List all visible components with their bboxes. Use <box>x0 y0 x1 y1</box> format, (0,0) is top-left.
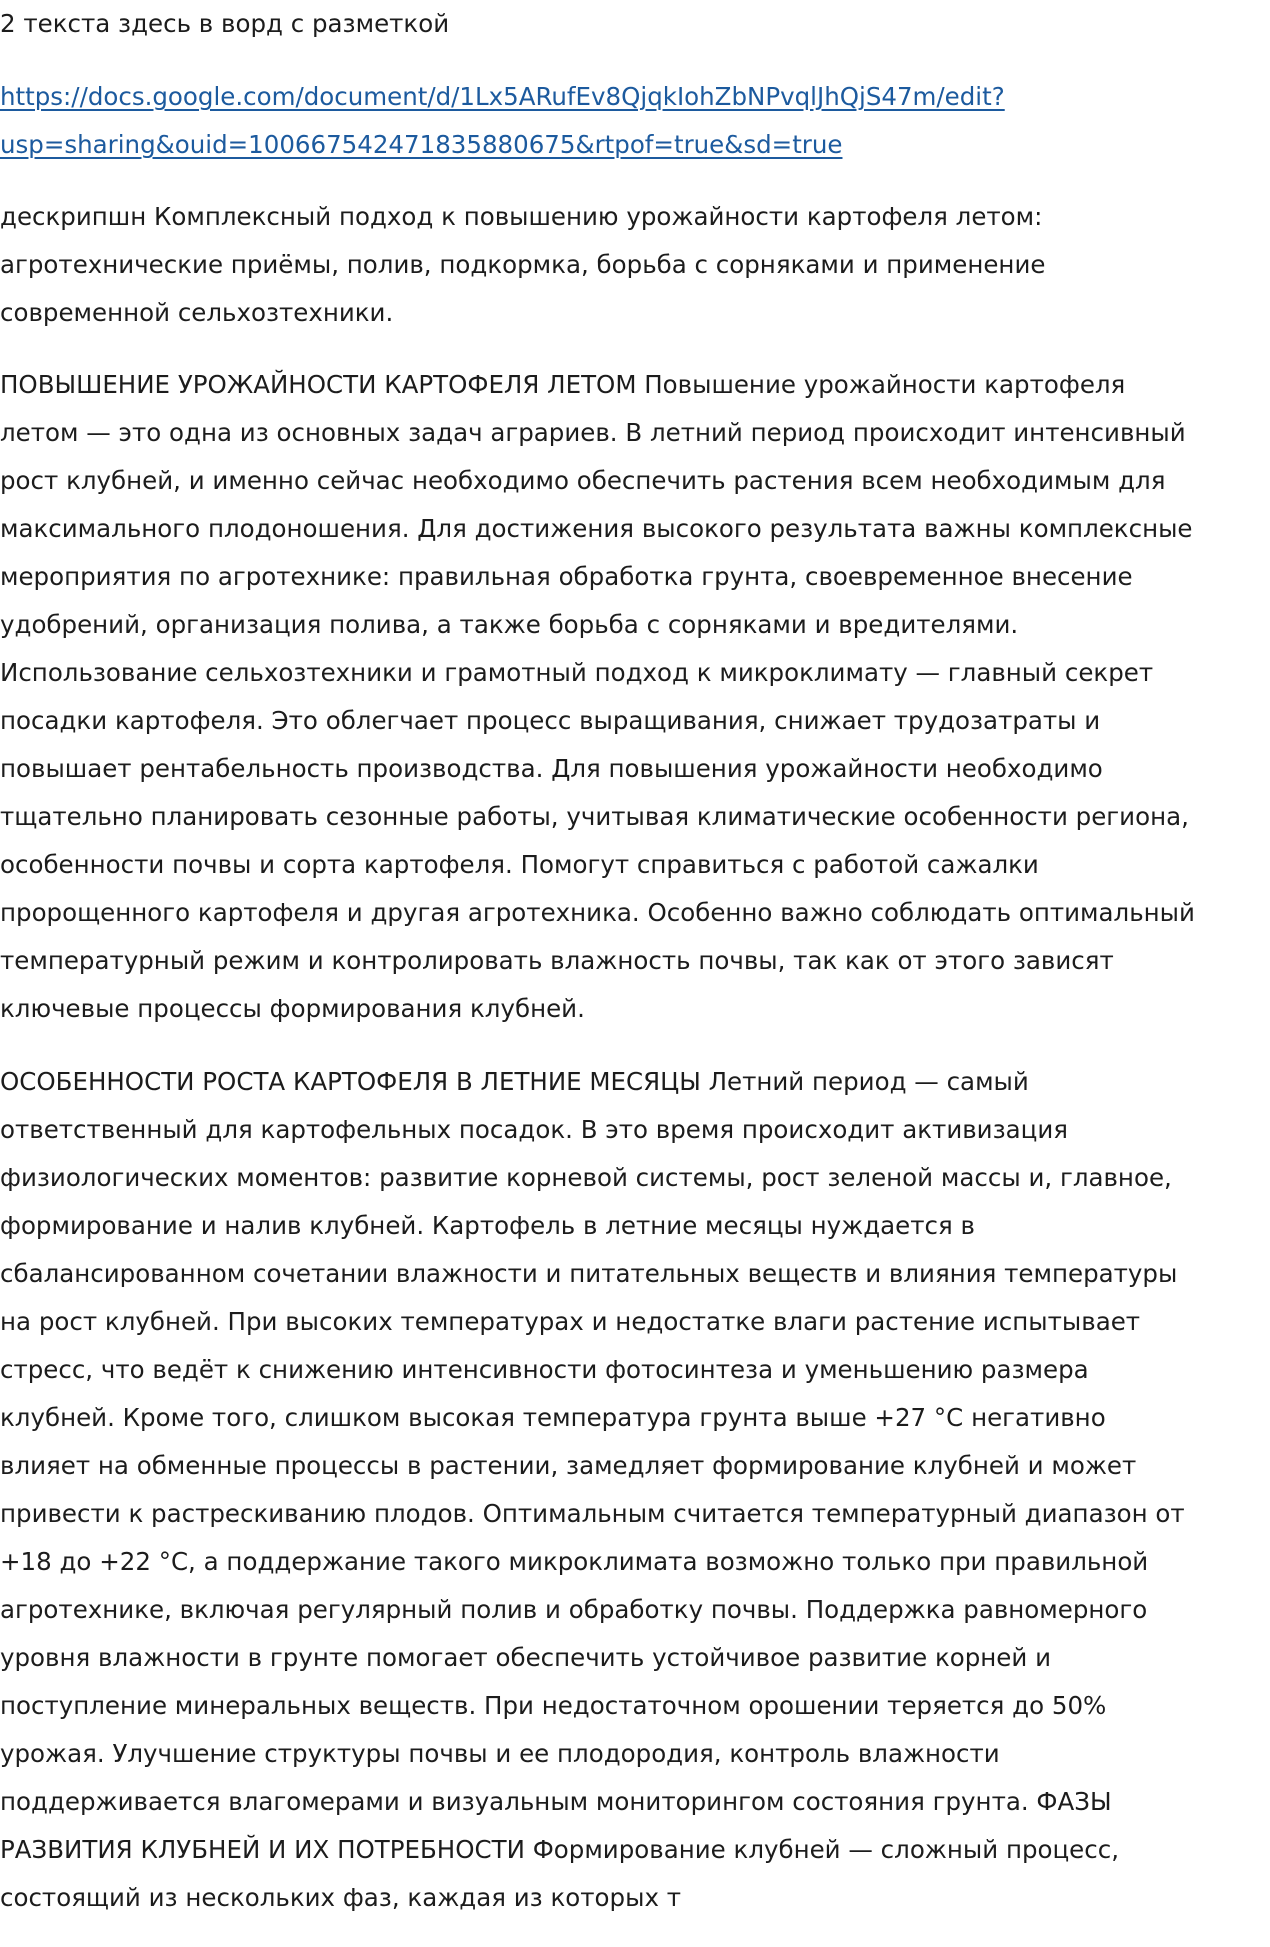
section1-line: удобрений, организация полива, а также борьба с сорняками и вредителями. <box>0 610 1019 639</box>
section1-line: ключевые процессы формирования клубней. <box>0 994 585 1023</box>
section1-line: температурный режим и контролировать влажность почвы, так как от этого зависят <box>0 946 1114 975</box>
document-header-line <box>0 0 1270 48</box>
section2-line: на рост клубней. При высоких температурах и недостатке влаги растение испытывает <box>0 1307 1141 1336</box>
section2-line: клубней. Кроме того, слишком высокая температура грунта выше +27 °C негативно <box>0 1403 1106 1432</box>
section2-line: агротехнике, включая регулярный полив и обработку почвы. Поддержка равномерного <box>0 1595 1148 1624</box>
section2-line: ответственный для картофельных посадок. В это время происходит активизация <box>0 1115 1068 1144</box>
description-line: дескрипшн Комплексный подход к повышению урожайности картофеля летом: <box>0 202 1043 231</box>
section2-line: поступление минеральных веществ. При недостаточном орошении теряется до 50% <box>0 1691 1107 1720</box>
section1-line: максимального плодоношения. Для достижения высокого результата важны комплексные <box>0 514 1193 543</box>
section2-line: РАЗВИТИЯ КЛУБНЕЙ И ИХ ПОТРЕБНОСТИ Формирование клубней — сложный процесс, <box>0 1835 1119 1864</box>
section1-line: тщательно планировать сезонные работы, учитывая климатические особенности региона, <box>0 802 1189 831</box>
description-line: агротехнические приёмы, полив, подкормка, борьба с сорняками и применение <box>0 250 1046 279</box>
section1-line: особенности почвы и сорта картофеля. Помогут справиться с работой сажалки <box>0 850 1039 879</box>
section1-line: рост клубней, и именно сейчас необходимо обеспечить растения всем необходимым для <box>0 466 1166 495</box>
section2-line: уровня влажности в грунте помогает обеспечить устойчивое развитие корней и <box>0 1643 1052 1672</box>
section-yield-paragraph[interactable] <box>0 361 1270 1033</box>
link-line-2[interactable]: usp=sharing&ouid=100667542471835880675&rtpof=true&sd=true <box>0 130 843 159</box>
section1-line: посадки картофеля. Это облегчает процесс выращивания, снижает трудозатраты и <box>0 706 1101 735</box>
section1-line: пророщенного картофеля и другая агротехника. Особенно важно соблюдать оптимальный <box>0 898 1195 927</box>
section2-line: влияет на обменные процессы в растении, замедляет формирование клубней и может <box>0 1451 1137 1480</box>
section2-line: +18 до +22 °C, а поддержание такого микроклимата возможно только при правильной <box>0 1547 1149 1576</box>
section2-line: сбалансированном сочетании влажности и питательных веществ и влияния температуры <box>0 1259 1178 1288</box>
section2-line: состоящий из нескольких фаз, каждая из которых т <box>0 1883 681 1912</box>
section-growth-paragraph[interactable] <box>0 1058 1270 1922</box>
section1-line: ПОВЫШЕНИЕ УРОЖАЙНОСТИ КАРТОФЕЛЯ ЛЕТОМ Повышение урожайности картофеля <box>0 370 1126 399</box>
description-paragraph[interactable] <box>0 193 1270 337</box>
section1-line: Использование сельхозтехники и грамотный подход к микроклимату — главный секрет <box>0 658 1154 687</box>
section2-line: формирование и налив клубней. Картофель в летние месяцы нуждается в <box>0 1211 975 1240</box>
section2-line: урожая. Улучшение структуры почвы и ее плодородия, контроль влажности <box>0 1739 1000 1768</box>
description-line: современной сельхозтехники. <box>0 298 394 327</box>
header-text[interactable]: 2 текста здесь в ворд с разметкой <box>0 9 450 38</box>
section2-line: ОСОБЕННОСТИ РОСТА КАРТОФЕЛЯ В ЛЕТНИЕ МЕСЯЦЫ Летний период — самый <box>0 1067 1029 1096</box>
link-line-1[interactable]: https://docs.google.com/document/d/1Lx5ARufEv8QjqkIohZbNPvqlJhQjS47m/edit? <box>0 82 1005 111</box>
section2-line: физиологических моментов: развитие корневой системы, рост зеленой массы и, главное, <box>0 1163 1172 1192</box>
section1-line: повышает рентабельность производства. Для повышения урожайности необходимо <box>0 754 1103 783</box>
section1-line: мероприятия по агротехнике: правильная обработка грунта, своевременное внесение <box>0 562 1133 591</box>
section2-line: поддерживается влагомерами и визуальным мониторингом состояния грунта. ФАЗЫ <box>0 1787 1112 1816</box>
section2-line: стресс, что ведёт к снижению интенсивности фотосинтеза и уменьшению размера <box>0 1355 1089 1384</box>
document-link[interactable] <box>0 73 1270 169</box>
section1-line: летом — это одна из основных задач аграриев. В летний период происходит интенсивный <box>0 418 1186 447</box>
section2-line: привести к растрескиванию плодов. Оптимальным считается температурный диапазон от <box>0 1499 1185 1528</box>
